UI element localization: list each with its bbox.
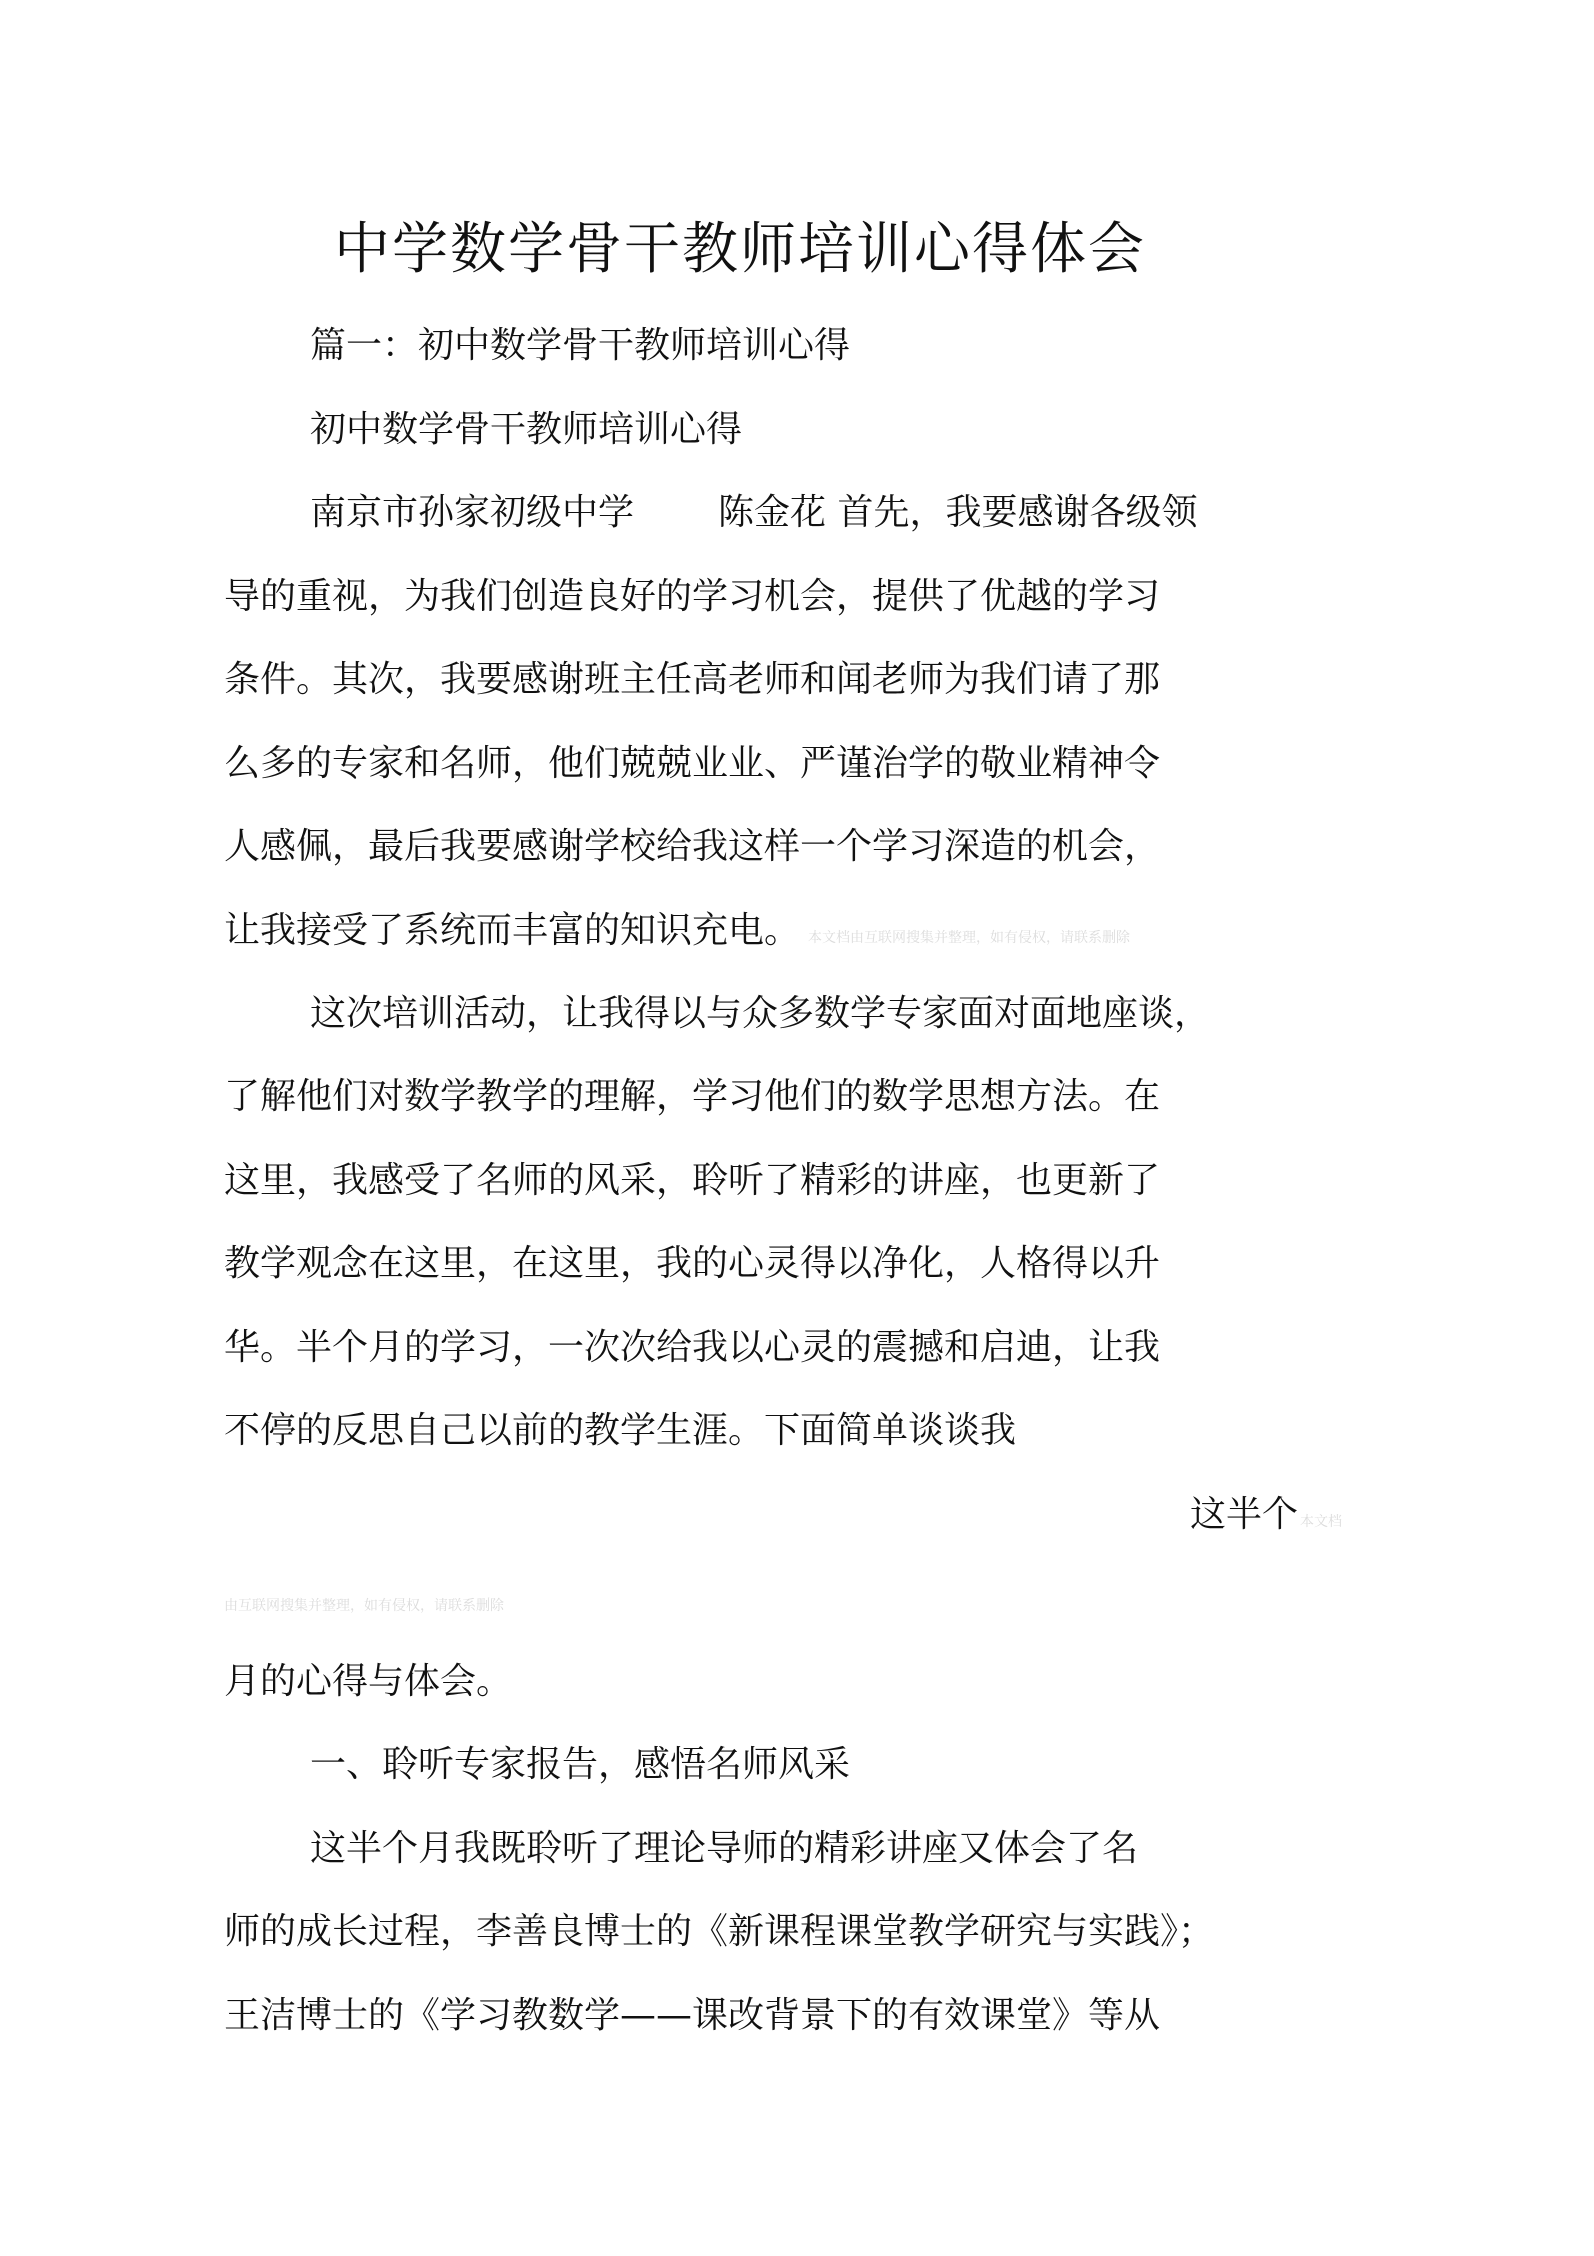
paragraph-line: 人感佩，最后我要感谢学校给我这样一个学习深造的机会， (224, 826, 1161, 867)
watermark-text: 由互联网搜集并整理，如有侵权，请联系删除 (224, 1598, 504, 1614)
section-heading: 篇一：初中数学骨干教师培训心得 (310, 325, 851, 366)
paragraph-line: 这里，我感受了名师的风采，聆听了精彩的讲座，也更新了 (224, 1160, 1161, 1201)
article-title: 初中数学骨干教师培训心得 (310, 409, 743, 450)
author-line (310, 489, 1197, 537)
paragraph-line: 么多的专家和名师，他们兢兢业业、严谨治学的敬业精神令 (224, 743, 1161, 784)
paragraph-line: 这半个月我既聆听了理论导师的精彩讲座又体会了名 (310, 1828, 1139, 1869)
watermark-text: 本文档 (1300, 1514, 1342, 1530)
school-name: 南京市孙家初级中学 (310, 492, 635, 533)
paragraph-line: 这次培训活动，让我得以与众多数学专家面对面地座谈， (310, 993, 1211, 1034)
paragraph-line: 导的重视，为我们创造良好的学习机会，提供了优越的学习 (224, 576, 1161, 617)
paragraph-line: 让我接受了系统而丰富的知识充电。 (224, 910, 801, 951)
document-title: 中学数学骨干教师培训心得体会 (334, 217, 1146, 282)
paragraph-line: 王洁博士的《学习教数学——课改背景下的有效课堂》等从 (224, 1995, 1161, 2036)
watermark-text: 本文档由互联网搜集并整理，如有侵权，请联系删除 (808, 930, 1130, 946)
paragraph-line: 华。半个月的学习，一次次给我以心灵的震撼和启迪，让我 (224, 1327, 1161, 1368)
paragraph-line: 这半个 (1190, 1494, 1299, 1535)
paragraph-line: 师的成长过程，李善良博士的《新课程课堂教学研究与实践》； (224, 1911, 1215, 1952)
paragraph-line: 条件。其次，我要感谢班主任高老师和闻老师为我们请了那 (224, 659, 1161, 700)
paragraph-line: 了解他们对数学教学的理解，学习他们的数学思想方法。在 (224, 1076, 1161, 1117)
paragraph-line: 不停的反思自己以前的教学生涯。下面简单谈谈我 (224, 1410, 1017, 1451)
paragraph-line: 月的心得与体会。 (224, 1661, 513, 1702)
author-name-text: 陈金花 首先，我要感谢各级领 (718, 492, 1198, 533)
subsection-heading: 一、聆听专家报告，感悟名师风采 (310, 1744, 851, 1785)
paragraph-line: 教学观念在这里，在这里，我的心灵得以净化，人格得以升 (224, 1243, 1161, 1284)
